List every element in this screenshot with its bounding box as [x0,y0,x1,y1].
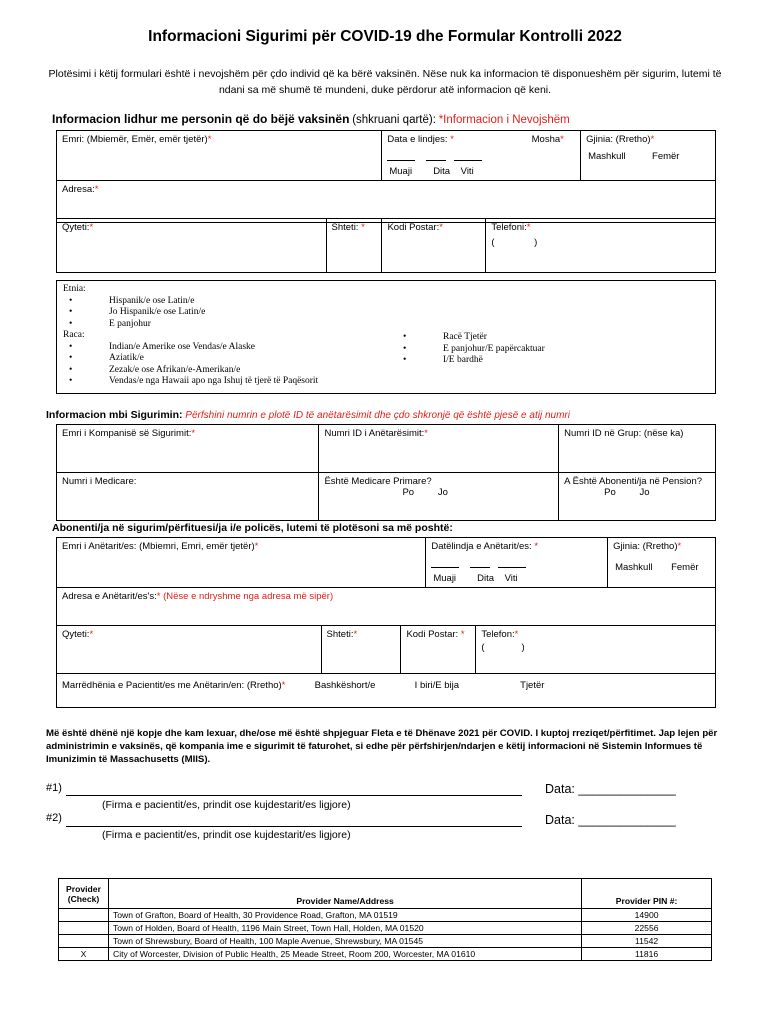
member-city-label: Qyteti: [62,629,90,640]
race-option[interactable]: • I/E bardhë [397,355,697,367]
medicare-yes-option[interactable]: Po [402,487,415,498]
dob-day: Dita [433,166,451,177]
member-name-field[interactable]: Emri i Anëtarit/es: (Mbiemri, Emri, emër tjetër)* [57,538,426,588]
provider-name-cell: City of Worcester, Division of Public Health, 25 Meade Street, Room 200, Worcester, MA 01610 [108,948,581,961]
patient-city-label: Qyteti: [62,222,90,233]
patient-zip-label: Kodi Postar: [387,222,440,233]
patient-address-field[interactable]: Adresa:* [57,181,716,223]
signature-2-line[interactable] [66,826,522,827]
member-city-field[interactable]: Qyteti:* [57,626,322,674]
dob-month: Muaji [389,166,413,177]
member-gender-male-option[interactable]: Mashkull [615,562,653,573]
race-option[interactable]: • Racë Tjetër [397,332,697,344]
patient-phone-field[interactable]: Telefoni:* ( ) [486,219,716,273]
gender-female-option[interactable]: Femër [652,151,680,162]
pensioner-field[interactable] [559,473,716,521]
ethnicity-race-box [56,280,716,394]
medicare-number-field[interactable] [57,473,319,521]
race-option[interactable]: • Vendas/e nga Hawaii apo nga Ishuj të tjerë të Paqësorit [63,376,393,388]
patient-heading-text: Informacion lidhur me personin që do bëjë vaksinën [52,112,350,126]
group-id-field[interactable] [559,425,716,473]
signature-1-line[interactable] [66,795,522,796]
signature-1-date[interactable]: Data: ______________ [545,782,676,796]
race-options-left [63,342,393,388]
dob-year: Viti [460,166,474,177]
member-dob-label: Datëlindja e Anëtarit/es: [431,541,532,552]
pensioner-label: A Është Abonenti/ja në Pension? [564,476,703,487]
patient-age-field[interactable]: Mosha* [527,131,581,181]
member-dob-field[interactable]: Datëlindja e Anëtarit/es: * Muaji Dita Viti [426,538,608,588]
member-address-note: (Nëse e ndryshme nga adresa më sipër) [163,591,334,602]
patient-dob-label: Data e lindjes: [387,134,448,145]
patient-state-field[interactable]: Shteti: * [326,219,382,273]
ethnicity-options [63,296,709,331]
insurance-company-field[interactable]: Emri i Kompanisë së Sigurimit:* [57,425,319,473]
provider-name-cell: Town of Shrewsbury, Board of Health, 100 Maple Avenue, Shrewsbury, MA 01545 [108,935,581,948]
race-option[interactable]: • Zezak/e ose Afrikan/e-Amerikan/e [63,365,393,377]
provider-name-header: Provider Name/Address [108,879,581,909]
medicare-no-option[interactable]: Jo [437,487,448,498]
provider-row [59,922,712,935]
race-option[interactable]: • Aziatik/e [63,353,393,365]
member-phone-field[interactable]: Telefon:* ( ) [476,626,716,674]
member-gender-field[interactable]: Gjinia: (Rretho)* Mashkull Femër [608,538,716,588]
member-dob-year: Viti [504,573,518,584]
provider-check-cell[interactable] [59,922,109,935]
race-options-right [397,332,697,367]
member-state-field[interactable]: Shteti:* [321,626,401,674]
member-zip-label: Kodi Postar: [406,629,459,640]
signature-2-date[interactable]: Data: ______________ [545,813,676,827]
member-gender-label: Gjinia: (Rretho) [613,541,678,552]
patient-section-heading [52,112,732,126]
provider-check-cell[interactable] [59,935,109,948]
relationship-field[interactable]: Marrëdhënia e Pacientit/es me Anëtarin/en: (Rretho)* Bashkëshort/e I biri/E bija Tjetër [57,674,716,708]
ethnicity-option[interactable]: • E panjohur [63,319,709,331]
member-zip-field[interactable]: Kodi Postar: * [401,626,476,674]
ethnicity-option[interactable]: • Hispanik/e ose Latin/e [63,296,709,308]
signature-2-caption: (Firma e pacientit/es, prindit ose kujdestarit/es ligjore) [102,829,351,841]
provider-pin-cell: 11542 [582,935,712,948]
member-location-table [56,625,716,708]
member-state-label: Shteti: [326,629,354,640]
member-name-label: Emri i Anëtarit/es: (Mbiemri, Emri, emër tjetër) [62,541,255,552]
patient-zip-field[interactable]: Kodi Postar:* [382,219,486,273]
subscriber-section-heading: Abonenti/ja në sigurim/përfituesi/ja i/e policës, lutemi të plotësoni sa më poshtë: [52,522,453,534]
member-dob-day: Dita [477,573,495,584]
signature-2-number: #2) [46,812,62,824]
patient-city-field[interactable]: Qyteti:* [57,219,327,273]
race-option[interactable]: • Indian/e Amerike ose Vendas/e Alaske [63,342,393,354]
provider-check-cell[interactable]: X [59,948,109,961]
pensioner-yes-option[interactable]: Po [604,487,616,498]
insurance-section-heading [46,409,736,421]
patient-location-table [56,218,716,273]
patient-state-label: Shteti: [331,222,359,233]
member-phone-label: Telefon: [481,629,515,640]
required-note: *Informacion i Nevojshëm [438,114,570,126]
gender-male-option[interactable]: Mashkull [588,151,626,162]
provider-pin-cell: 14900 [582,909,712,922]
provider-pin-cell: 11816 [582,948,712,961]
signature-1-number: #1) [46,782,62,794]
member-id-label: Numri ID i Anëtarësimit: [324,428,425,439]
relationship-child-option[interactable]: I biri/E bija [414,680,460,691]
patient-gender-label: Gjinia: (Rretho) [586,134,651,145]
patient-dob-field[interactable]: Data e lindjes: * Muaji Dita Viti [382,131,527,181]
medicare-primary-label: Është Medicare Primare? [324,476,432,487]
provider-name-cell: Town of Holden, Board of Health, 1196 Main Street, Town Hall, Holden, MA 01520 [108,922,581,935]
form-intro: Plotësimi i këtij formulari është i nevojshëm për çdo individ që ka bërë vaksinën. Nëse nuk ka informacion të disponueshëm për sigurim, lutemi të ndani sa më shumë të mundeni, duke përdorur atë informacion që keni. [48,68,722,96]
provider-table [58,878,712,961]
medicare-primary-field[interactable] [319,473,559,521]
relationship-other-option[interactable]: Tjetër [520,680,545,691]
patient-address-label: Adresa: [62,184,95,195]
race-label: Raca: [63,330,85,340]
insurance-company-label: Emri i Kompanisë së Sigurimit: [62,428,192,439]
provider-row [59,948,712,961]
relationship-label: Marrëdhënia e Pacientit/es me Anëtarin/en: (Rretho) [62,680,282,691]
insurance-table [56,424,716,521]
patient-info-table [56,130,716,223]
provider-name-cell: Town of Grafton, Board of Health, 30 Providence Road, Grafton, MA 01519 [108,909,581,922]
member-id-field[interactable]: Numri ID i Anëtarësimit:* [319,425,559,473]
patient-gender-field[interactable]: Gjinia: (Rretho)* Mashkull Femër [581,131,716,181]
race-option[interactable]: • E panjohur/E papërcaktuar [397,344,697,356]
member-gender-female-option[interactable]: Femër [671,562,699,573]
provider-row [59,909,712,922]
ethnicity-label: Etnia: [63,284,86,294]
form-title: Informacioni Sigurimi për COVID-19 dhe Formular Kontrolli 2022 [148,28,622,45]
member-dob-month: Muaji [433,573,457,584]
provider-row [59,935,712,948]
member-address-field[interactable]: Adresa e Anëtarit/es's:* (Nëse e ndryshme nga adresa më sipër) [57,588,716,626]
signature-1-caption: (Firma e pacientit/es, prindit ose kujdestarit/es ligjore) [102,799,351,811]
provider-check-header: Provider (Check) [59,879,109,909]
pensioner-no-option[interactable]: Jo [639,487,650,498]
insurance-heading-text: Informacion mbi Sigurimin: [46,409,183,421]
member-address-label: Adresa e Anëtarit/es's: [62,591,157,602]
patient-heading-note: (shkruani qartë): [352,114,436,126]
relationship-spouse-option[interactable]: Bashkëshort/e [314,680,376,691]
patient-age-label: Mosha [531,134,561,145]
patient-phone-label: Telefoni: [491,222,527,233]
group-id-label: Numri ID në Grup: (nëse ka) [564,428,684,439]
patient-name-label: Emri: (Mbiemër, Emër, emër tjetër) [62,134,208,145]
patient-name-field[interactable]: Emri: (Mbiemër, Emër, emër tjetër)* [57,131,382,181]
provider-pin-header: Provider PIN #: [582,879,712,909]
subscriber-table [56,537,716,626]
provider-check-cell[interactable] [59,909,109,922]
provider-pin-cell: 22556 [582,922,712,935]
consent-text: Më është dhënë një kopje dhe kam lexuar, dhe/ose më është shpjeguar Fleta e të Dhënave 2021 për COVID. I kuptoj rreziqet/përfitimet. Jap lejen për administrimin e vaksinës, që kompania ime e sigurimit të faturohet, si edhe për përfshirjen/ndarjen e këtij informacioni në Sistemin Informues të Imunizimin të Massachusetts (MIIS). [46,728,718,765]
insurance-heading-note: Përfshini numrin e plotë ID të anëtarësimit dhe çdo shkronjë që është pjesë e atij numri [185,410,570,421]
medicare-number-label: Numri i Medicare: [62,476,137,487]
ethnicity-option[interactable]: • Jo Hispanik/e ose Latin/e [63,307,709,319]
